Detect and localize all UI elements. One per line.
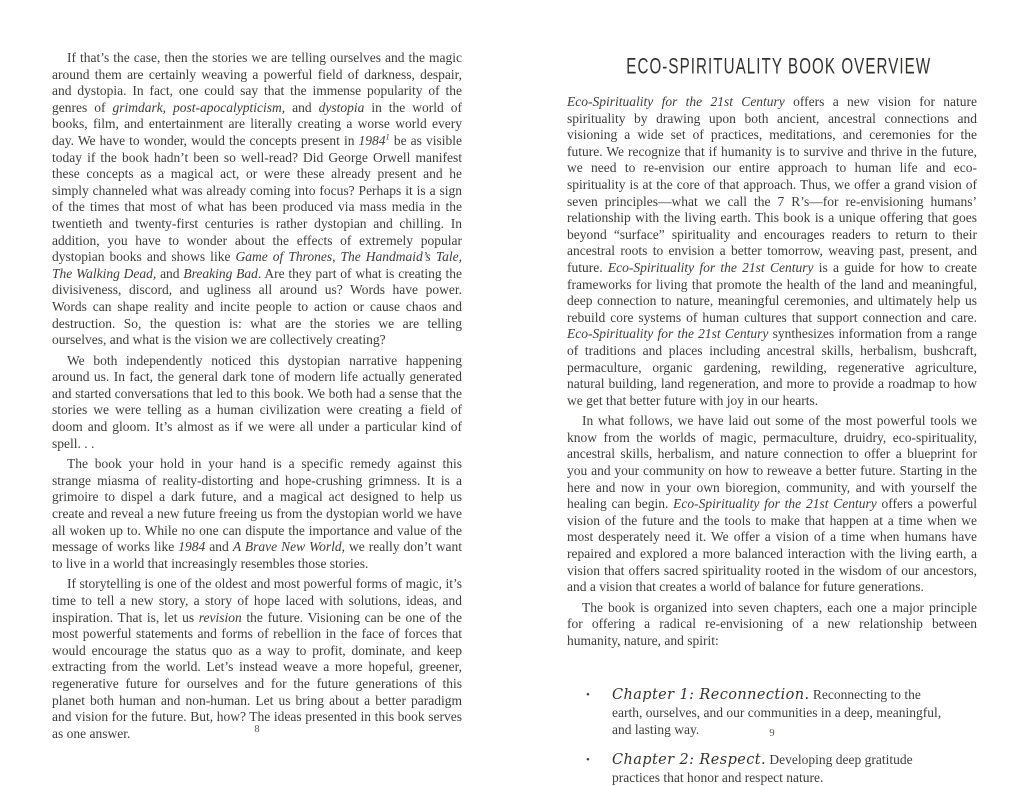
bullet-icon: • bbox=[586, 753, 590, 766]
text-run: synthesizes information from a range of traditions and places including ancestral skills, herbalism, bushcraft, permaculture, organic gardening, rewilding, regenerative agriculture, natural building, land regeneration, and more to provide a roadmap to how we get that better future with joy in our hearts. bbox=[567, 326, 977, 408]
text-run: A Brave New World bbox=[232, 539, 342, 555]
text-run: Breaking Bad bbox=[183, 265, 258, 281]
text-run: In what follows, we have laid out some of the most powerful tools we know from the worlds of magic, permaculture, druidry, eco-spirituality, ancestral skills, herbalism, and nature connection to offer a blueprint for you and your community on how to reweave a better future. Starting in the here and now in your own bioregion, community, and with yourself the healing can begin. bbox=[567, 413, 977, 512]
paragraph bbox=[567, 600, 977, 650]
paragraph bbox=[52, 456, 462, 572]
text-run: Game of Thrones, The Handmaid’s Tale, The Walking Dead, bbox=[52, 249, 462, 281]
text-run: and bbox=[205, 539, 233, 555]
text-run: 1984 bbox=[358, 132, 386, 148]
text-run: Eco-Spirituality for the 21st Century bbox=[567, 94, 785, 109]
chapter-description: Reconnecting to the earth, ourselves, and our communities in a deep, meaningful, and lasting way. bbox=[612, 686, 942, 737]
text-run: is a guide for how to create frameworks for living that promote the health of the land and meaningful, deep connection to nature, meaningful ceremonies, and ultimately help us rebuild core systems of human cultures that support connection and care. bbox=[567, 259, 978, 325]
paragraph bbox=[52, 353, 462, 453]
text-run: the future. Visioning can be one of the most powerful statements and forms of rebellion in the face of forces that would encourage the status quo as a way to profit, dominate, and keep extracting from the world. Let’s instead weave a more hopeful, greener, regenerative future for ourselves and for the future generations of this planet both human and non-human. Let us bring about a better paradigm and vision for the future. But, how? The ideas presented in this book serves as one answer. bbox=[52, 609, 462, 741]
paragraph bbox=[567, 94, 977, 409]
text-run: dystopia bbox=[318, 99, 365, 115]
left-page bbox=[52, 0, 462, 768]
text-run: If storytelling is one of the oldest and most powerful forms of magic, it’s time to tell a new story, a story of hope laced with solutions, ideas, and inspiration. That is, let us bbox=[52, 576, 462, 625]
chapter-list-item bbox=[567, 751, 977, 786]
paragraph bbox=[567, 413, 977, 596]
right-page-text bbox=[567, 94, 977, 650]
left-page-number: 8 bbox=[254, 724, 260, 735]
text-run: Eco-Spirituality for the 21st Century bbox=[607, 259, 814, 275]
text-run: If that’s the case, then the stories we are telling ourselves and the magic around them are certainly weaving a powerful field of darkness, despair, and dystopia. In fact, one could say that the immense popularity of the genres of bbox=[52, 50, 462, 115]
chapter-description: Developing deep gratitude practices that honor and respect nature. bbox=[612, 751, 913, 785]
paragraph bbox=[52, 50, 462, 349]
text-run: We both independently noticed this dystopian narrative happening around us. In fact, the general dark tone of modern life actually generated and started conversations that led to this book. We both had a sense that the stories we were telling as a human civilization were creating a field of doom and gloom. It’s almost as if we were all under a particular kind of spell. . . bbox=[52, 352, 462, 451]
right-page-number: 9 bbox=[769, 728, 775, 739]
text-run: and bbox=[285, 99, 319, 115]
text-run: The book your hold in your hand is a specific remedy against this strange miasma of reality-distorting and hope-crushing grimness. It is a grimoire to dispel a dark future, and a magical act designed to help us create and reveal a new future freeing us from the dystopian world we have all woken up to. While no one can dispute the importance and value of the message of works like bbox=[52, 456, 462, 555]
text-run: be as visible today if the book hadn’t been so well-read? Did George Orwell manifest these concepts as a magical act, or were these already present and he simply channeled what was already coming into focus? Perhaps it is a sign of the times that most of what has been produced via mass media in the twentieth and twenty-first centuries is rather dystopian and chilling. In addition, you have to wonder about the effects of extremely popular dystopian books and shows like bbox=[52, 132, 462, 265]
left-page-text bbox=[52, 0, 462, 742]
text-run: and bbox=[156, 265, 184, 281]
footnote-ref: 1 bbox=[385, 132, 390, 142]
text-run: , we really don’t want to live in a world that increasingly resembles those stories. bbox=[52, 539, 463, 571]
bullet-icon: • bbox=[586, 688, 590, 701]
text-run: Eco-Spirituality for the 21st Century bbox=[673, 496, 877, 512]
chapter-heading-wrap bbox=[567, 55, 977, 79]
right-page bbox=[567, 0, 978, 785]
text-run: grimdark, post-apocalypticism, bbox=[112, 99, 286, 115]
text-run: offers a powerful vision of the future and the tools to make that happen at a time when we most desperately need it. We offer a vision of a time when humans have repaired and explored a more balanced interaction with the living earth, a vision that offers sacred spirituality rooted in the wisdom of our ancestors, and a vision that creates a world of balance for future generations. bbox=[567, 496, 977, 595]
chapter-title-script: Chapter 2: Respect. bbox=[612, 751, 766, 768]
text-run: . Are they part of what is creating the divisiveness, discord, and ugliness all around us? Words have power. Words can shape reality and incite people to action or cause chaos and destruction. So, the question is: what are the stories we are telling ourselves, and what is the vision we are collectively creating? bbox=[52, 265, 462, 348]
text-run: in the world of books, film, and entertainment are literally creating a worse world every day. We have to wonder, would the concepts present in bbox=[52, 99, 462, 148]
chapter-title-script: Chapter 1: Reconnection. bbox=[612, 686, 810, 703]
text-run: Eco-Spirituality for the 21st Century bbox=[567, 326, 769, 342]
paragraph bbox=[52, 576, 462, 742]
text-run: offers a new vision for nature spirituality by drawing upon both ancient, ancestral connections and visioning a wide set of practices, meditations, and ceremonies for the future. We recognize that if humanity is to survive and thrive in the future, we need to re-envision our entire approach to human life and eco-spirituality is at the core of that approach. Thus, we offer a grand vision of seven principles—what we call the 7 R’s—for re-envisioning humans’ relationship with the living earth. This book is a unique offering that goes beyond “surface” spirituality and encourages readers to return to their ancestral roots to envision a better tomorrow, weaving past, present, and future. bbox=[567, 94, 977, 275]
text-run: 1984 bbox=[178, 539, 206, 555]
chapter-heading: ECO-SPIRITUALITY BOOK OVERVIEW bbox=[626, 54, 932, 79]
text-run: revision bbox=[198, 609, 242, 625]
text-run: The book is organized into seven chapters, each one a major principle for offering a radical re-envisioning of a new relationship between humanity, nature, and spirit: bbox=[567, 599, 977, 648]
